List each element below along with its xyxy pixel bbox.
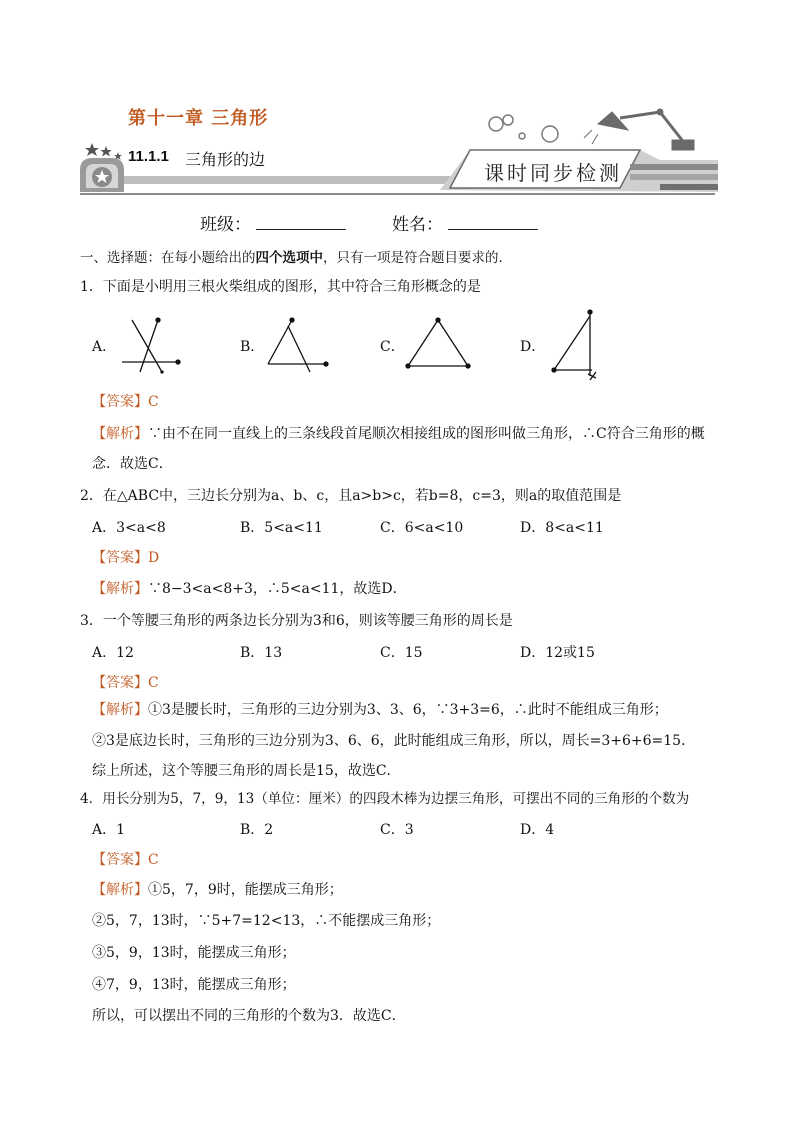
question-1-stem: 1．下面是小明用三根火柴组成的图形，其中符合三角形概念的是	[80, 279, 481, 295]
header-banner	[0, 0, 794, 205]
q4-analysis-line-3: ③5，9，13时，能摆成三角形；	[92, 945, 296, 961]
q4-analysis-line-4: ④7，9，13时，能摆成三角形；	[92, 977, 296, 993]
q3-analysis-text-1: ①3是腰长时，三角形的三边分别为3、3、6，∵3+3=6，∴此时不能组成三角形；	[148, 702, 668, 718]
q2-analysis-line-1	[92, 579, 407, 599]
class-blank[interactable]	[256, 229, 346, 230]
lamp-icon	[584, 109, 694, 150]
q3-analysis-line-3: 综上所述，这个等腰三角形的周长是15，故选C．	[92, 763, 401, 779]
q4-option-d[interactable]: D．4	[520, 822, 555, 838]
q4-answer-tag: 【答案】	[92, 852, 148, 868]
name-fields	[0, 210, 794, 238]
q1-figure-c	[404, 316, 474, 372]
q2-option-a[interactable]: A．3<a<8	[92, 520, 166, 536]
q3-answer	[92, 673, 159, 693]
q1-option-a[interactable]: A．	[92, 339, 117, 355]
q4-option-c[interactable]: C．3	[380, 822, 414, 838]
question-4-stem: 4．用长分别为5，7，9，13（单位：厘米）的四段木棒为边摆三角形，可摆出不同的三角形的个数为	[80, 791, 690, 807]
q3-option-d[interactable]: D．12或15	[520, 645, 595, 661]
q1-analysis-line-1	[92, 424, 705, 444]
q3-analysis-tag: 【解析】	[92, 702, 148, 718]
q2-answer-tag: 【答案】	[92, 550, 148, 566]
q2-answer-value: D	[148, 550, 160, 566]
q4-answer-value: C	[148, 852, 159, 868]
bubbles-decoration	[489, 115, 558, 142]
name-label: 姓名：	[392, 215, 443, 235]
q3-analysis-line-2: ②3是底边长时，三角形的三边分别为3、6、6，此时能组成三角形，所以，周长=3+6+6=15．	[92, 733, 696, 749]
question-3-stem: 3．一个等腰三角形的两条边长分别为3和6，则该等腰三角形的周长是	[80, 613, 513, 629]
section-heading-suffix: ，只有一项是符合题目要求的．	[323, 250, 512, 266]
q2-analysis-tag: 【解析】	[92, 581, 148, 597]
stars-decoration	[85, 143, 122, 160]
q2-analysis-text-1: ∵8−3<a<8+3，∴5<a<11，故选D．	[148, 581, 407, 597]
q3-option-a[interactable]: A．12	[92, 645, 134, 661]
q1-option-c[interactable]: C．	[380, 339, 405, 355]
chapter-title: 第十一章 三角形	[128, 108, 269, 129]
name-blank[interactable]	[448, 229, 538, 230]
q4-analysis-line-2: ②5，7，13时，∵5+7=12<13，∴不能摆成三角形；	[92, 913, 441, 929]
section-heading-prefix: 一、选择题：在每小题给出的	[80, 250, 256, 266]
q4-analysis-line-1	[92, 880, 343, 900]
q1-answer-tag: 【答案】	[92, 394, 148, 410]
q4-analysis-text-1: ①5，7，9时，能摆成三角形；	[148, 882, 343, 898]
q4-option-b[interactable]: B．2	[240, 822, 274, 838]
q2-option-d[interactable]: D．8<a<11	[520, 520, 604, 536]
q1-analysis-text-1: ∵由不在同一直线上的三条线段首尾顺次相接组成的图形叫做三角形，∴C符合三角形的概	[148, 426, 705, 442]
q3-answer-tag: 【答案】	[92, 675, 148, 691]
q1-option-d[interactable]: D．	[520, 339, 546, 355]
section-heading-bold: 四个选项中	[255, 250, 323, 266]
class-label: 班级：	[200, 215, 251, 235]
q2-answer	[92, 548, 159, 568]
q4-answer	[92, 850, 159, 870]
q1-answer	[92, 392, 159, 412]
section-number: 11.1.1	[128, 148, 169, 165]
question-2-stem: 2．在△ABC中，三边长分别为a、b、c，且a>b>c，若b=8，c=3，则a的取值范围是	[80, 488, 622, 504]
q1-figure-b	[262, 314, 332, 374]
q3-answer-value: C	[148, 675, 159, 691]
q2-option-c[interactable]: C．6<a<10	[380, 520, 464, 536]
emblem-decoration	[80, 158, 124, 192]
q1-option-b[interactable]: B．	[240, 339, 265, 355]
section-title: 三角形的边	[185, 150, 266, 169]
q3-option-c[interactable]: C．15	[380, 645, 423, 661]
q3-analysis-line-1	[92, 700, 668, 720]
q1-analysis-tag: 【解析】	[92, 426, 148, 442]
banner-label: 课时同步检测	[484, 161, 622, 185]
banner-graphic	[0, 0, 794, 205]
q1-figure-a	[118, 314, 184, 374]
q4-analysis-line-5: 所以，可以摆出不同的三角形的个数为3．故选C．	[92, 1008, 406, 1024]
q1-answer-value: C	[148, 394, 159, 410]
q1-analysis-line-2: 念．故选C．	[92, 456, 173, 472]
q3-option-b[interactable]: B．13	[240, 645, 283, 661]
q2-option-b[interactable]: B．5<a<11	[240, 520, 323, 536]
q4-analysis-tag: 【解析】	[92, 882, 148, 898]
q1-figure-d	[546, 306, 606, 382]
q4-option-a[interactable]: A．1	[92, 822, 126, 838]
section-heading	[80, 248, 512, 268]
